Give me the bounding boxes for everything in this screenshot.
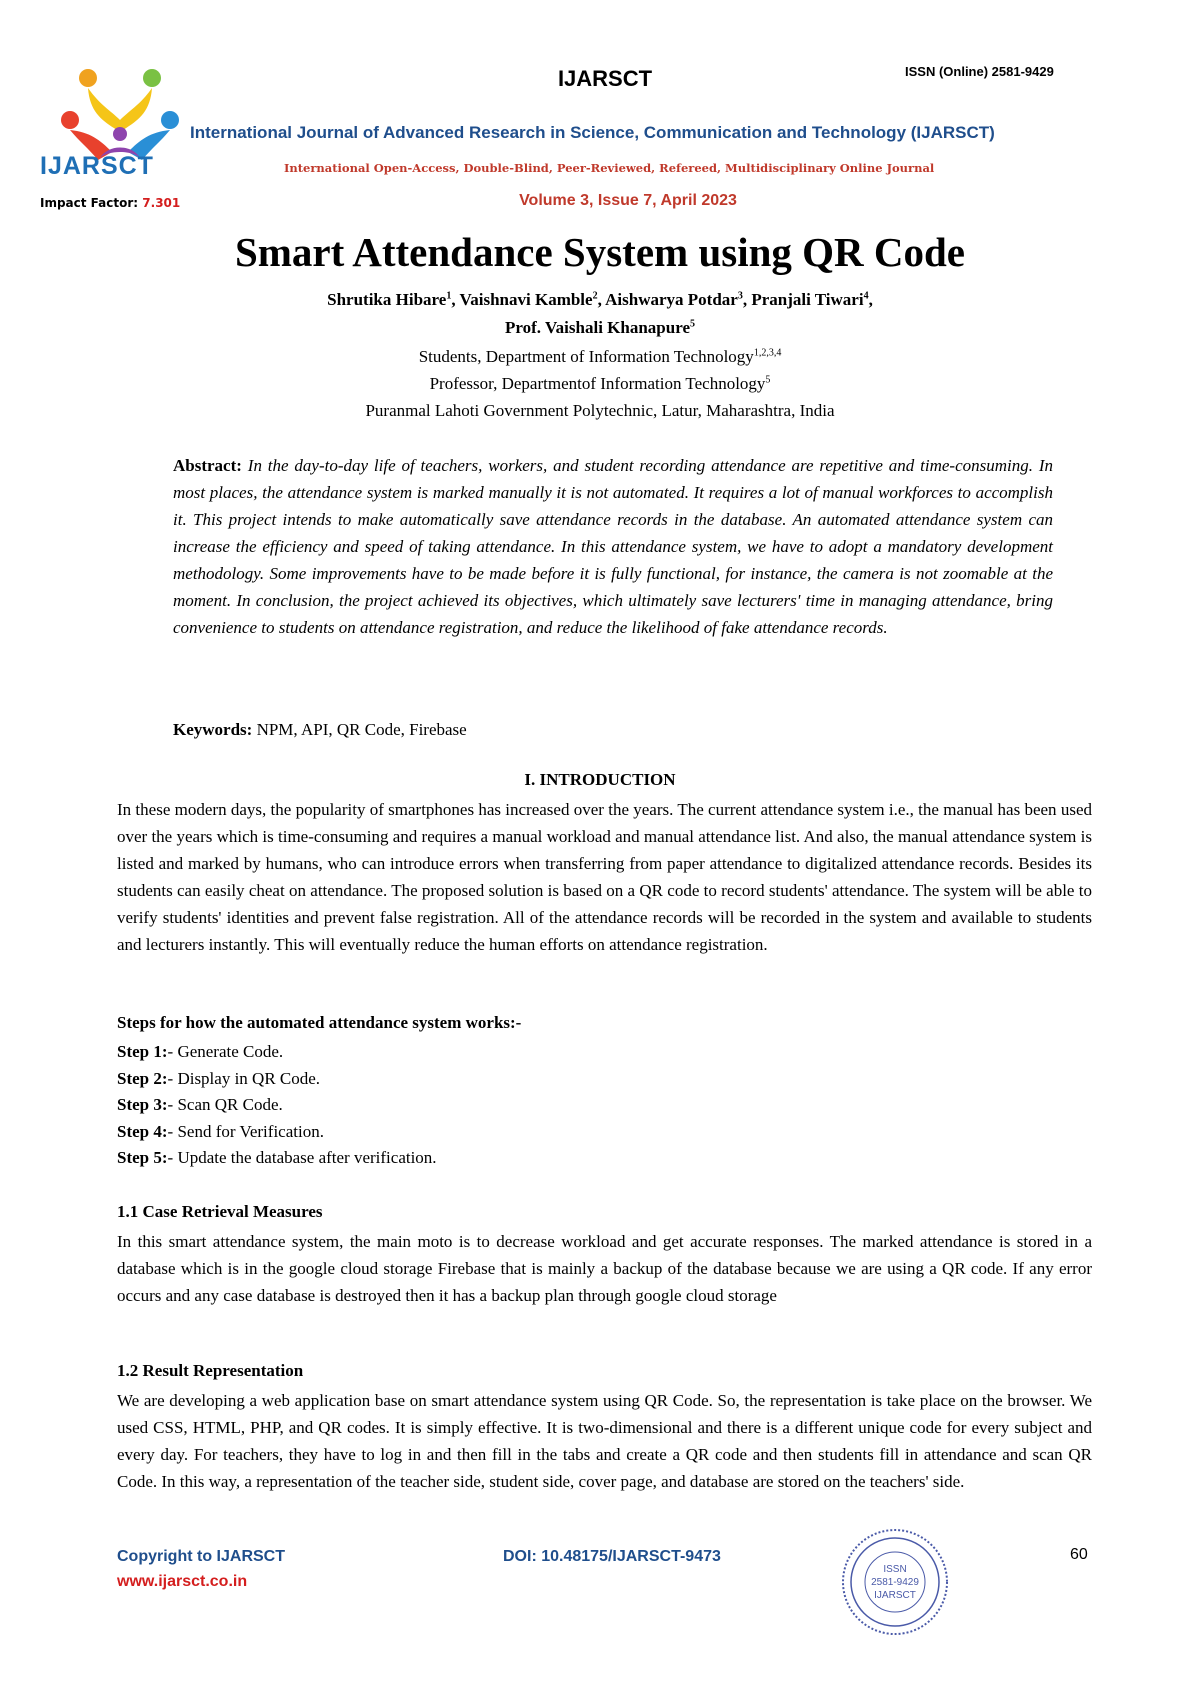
website-link[interactable]: www.ijarsct.co.in xyxy=(117,1573,248,1590)
author-sup: 3 xyxy=(737,290,743,302)
author-name: Shrutika Hibare xyxy=(327,290,447,309)
author-sup: 2 xyxy=(592,290,598,302)
page-number: 60 xyxy=(1070,1546,1088,1563)
list-item xyxy=(117,1092,437,1119)
step-label: Step 5: xyxy=(117,1148,168,1167)
case-retrieval-paragraph: In this smart attendance system, the main moto is to decrease workload and get accurate responses. The marked attendance is stored in a database which is in the google cloud storage Firebase that is mainly a backup of the database because we are using a QR code. If any error occurs and any case database is destroyed then it has a backup plan through google cloud storage xyxy=(117,1232,1092,1305)
steps-heading: Steps for how the automated attendance system works:- xyxy=(117,1013,522,1032)
step-label: Step 1: xyxy=(117,1042,168,1061)
journal-subtitle: International Open-Access, Double-Blind, Peer-Reviewed, Refereed, Multidisciplinary Online Journal xyxy=(284,161,935,175)
author-line-2 xyxy=(0,318,1200,338)
author-sup: 4 xyxy=(863,290,869,302)
journal-logo-icon xyxy=(40,60,200,210)
step-label: Step 3: xyxy=(117,1095,168,1114)
list-item xyxy=(117,1066,437,1093)
step-text: - Update the database after verification. xyxy=(167,1148,437,1167)
journal-short-title: IJARSCT xyxy=(557,66,653,91)
seal-line: 2581-9429 xyxy=(871,1577,919,1588)
list-item xyxy=(117,1039,437,1066)
author-name: Pranjali Tiwari xyxy=(751,290,864,309)
copyright: Copyright to IJARSCT xyxy=(117,1548,285,1565)
affiliation-text: Professor, Departmentof Information Technology xyxy=(429,374,766,393)
keywords-text: NPM, API, QR Code, Firebase xyxy=(256,720,467,739)
seal-line: ISSN xyxy=(883,1564,907,1575)
affiliation-2 xyxy=(0,374,1200,394)
impact-factor xyxy=(40,196,180,210)
impact-value: 7.301 xyxy=(142,196,181,210)
author-sup: 1 xyxy=(446,290,452,302)
affiliation-3 xyxy=(0,401,1200,421)
seal-line: IJARSCT xyxy=(874,1590,916,1601)
keywords xyxy=(173,720,1053,740)
step-text: - Scan QR Code. xyxy=(167,1095,283,1114)
author-name: Aishwarya Potdar xyxy=(605,290,738,309)
issn: ISSN (Online) 2581-9429 xyxy=(905,64,1054,79)
list-item xyxy=(117,1145,437,1172)
keywords-label: Keywords: xyxy=(173,720,253,739)
affiliation-text: Students, Department of Information Technology xyxy=(418,347,754,366)
step-label: Step 2: xyxy=(117,1068,168,1088)
volume-issue: Volume 3, Issue 7, April 2023 xyxy=(519,192,737,209)
affiliation-text: Puranmal Lahoti Government Polytechnic, Latur, Maharashtra, India xyxy=(365,401,835,420)
result-paragraph: We are developing a web application base on smart attendance system using QR Code. So, the representation is take place on the browser. We used CSS, HTML, PHP, and QR codes. It is simply effective. It is two-dimensional and there is a different unique code for every subject and every day. For teachers, they have to log in and then fill in the tabs and create a QR code and then students fill in attendance and scan QR Code. In this way, a representation of the teacher side, student side, cover page, and database are stored on the teachers' side. xyxy=(117,1391,1092,1491)
abstract xyxy=(173,452,1053,641)
step-text: - Display in QR Code. xyxy=(167,1068,321,1088)
journal-full-title: International Journal of Advanced Research in Science, Communication and Technology (IJARSCT) xyxy=(190,123,995,142)
step-text: - Generate Code. xyxy=(167,1042,284,1061)
step-text: - Send for Verification. xyxy=(167,1121,324,1141)
affiliation-sup: 1,2,3,4 xyxy=(753,347,782,359)
logo-text: IJARSCT xyxy=(40,152,154,180)
issn-seal-icon xyxy=(840,1527,950,1637)
author-sup: 5 xyxy=(690,318,695,330)
subsection-heading-result: 1.2 Result Representation xyxy=(117,1361,304,1380)
introduction-paragraph: In these modern days, the popularity of smartphones has increased over the years. The current attendance system i.e., the manual has been used over the years which is time-consuming and requires a manual workload and manual attendance list. And also, the manual attendance system is listed and marked by humans, who can introduce errors when transferring from paper attendance to digitalized attendance records. Besides its students can easily cheat on attendance. The proposed solution is based on a QR code to record students' attendance. The system will be able to verify students' identities and prevent false registration. All of the attendance records will be recorded in the system and available to students and lecturers instantly. This will eventually reduce the human efforts on attendance registration. xyxy=(117,800,1092,954)
impact-label: Impact Factor: xyxy=(40,196,139,210)
affiliation-sup: 5 xyxy=(765,374,771,386)
section-heading-introduction: I. INTRODUCTION xyxy=(524,770,676,789)
list-item xyxy=(117,1119,437,1146)
steps-list xyxy=(117,1039,437,1172)
affiliation-1 xyxy=(0,347,1200,367)
step-label: Step 4: xyxy=(117,1121,168,1141)
author-line-1: Shrutika Hibare$^1$, Vaishnavi Kamble$^2$, Aishwarya Potdar$^3$, Pranjali Tiwari$^4$, xyxy=(327,290,873,309)
author-name: Prof. Vaishali Khanapure xyxy=(504,318,690,337)
author-name: Vaishnavi Kamble xyxy=(459,290,593,309)
abstract-text: In the day-to-day life of teachers, workers, and student recording attendance are repetitive and time-consuming. In most places, the attendance system is marked manually it is not automated. It requires a lot of manual workforces to accomplish it. This project intends to make automatically save attendance records in the database. An automated attendance system can increase the efficiency and speed of taking attendance. In this attendance system, we have to adopt a mandatory development methodology. Some improvements have to be made before it is fully functional, for instance, the camera is not zoomable at the moment. In conclusion, the project achieved its objectives, which ultimately save lecturers' time in managing attendance, bring convenience to students on attendance registration, and reduce the likelihood of fake attendance records. xyxy=(173,456,1054,637)
subsection-heading-case-retrieval: 1.1 Case Retrieval Measures xyxy=(117,1202,323,1221)
doi[interactable]: DOI: 10.48175/IJARSCT-9473 xyxy=(503,1548,721,1565)
paper-title: Smart Attendance System using QR Code xyxy=(234,229,966,275)
abstract-label: Abstract: xyxy=(173,456,242,475)
